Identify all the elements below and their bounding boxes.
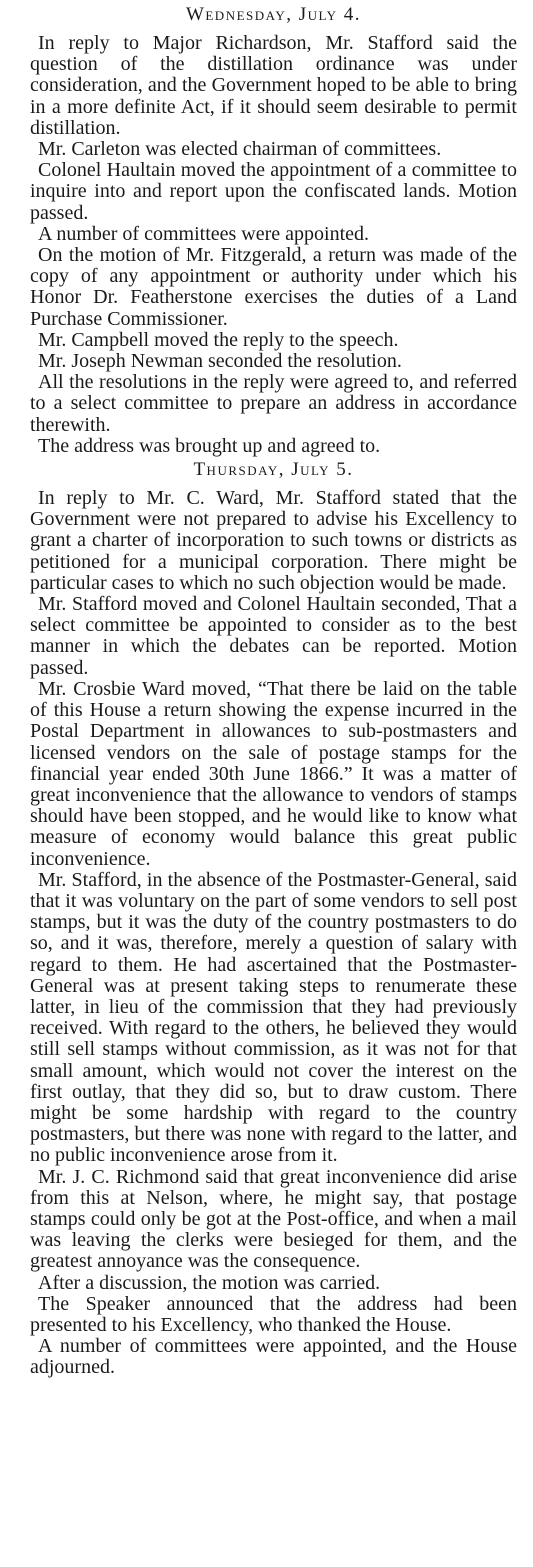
paragraph: Mr. Carleton was elected chairman of committees. (38, 138, 442, 161)
section-heading-wednesday: Wednesday, July 4. (185, 4, 362, 25)
paragraph: Mr. Crosbie Ward moved, “That there be laid on the table of this House a return showing the expense incurred in the Postal Department in allowances to sub-postmasters and licensed vendors on the sale of postage stamps for the financial year ended 30th June 1866.” It was a matter of great inconvenience that the allowance to vendors of stamps should have been stopped, and he would like to know what measure of economy would balance this great public inconvenience. (30, 677, 517, 870)
paragraph: Mr. Stafford moved and Colonel Haultain seconded, That a select committee be appointed to consider as to the best manner in which the debates can be reported. Motion passed. (30, 593, 517, 679)
paragraph: Mr. J. C. Richmond said that great inconvenience did arise from this at Nelson, where, he might say, that postage stamps could only be got at the Post-office, and when a mail was leaving the clerks were besieged for them, and the greatest annoyance was the consequence. (30, 1165, 517, 1273)
paragraph: In reply to Mr. C. Ward, Mr. Stafford stated that the Government were not prepared to advise his Excellency to grant a charter of incorporation to such towns or districts as petitioned for a municipal corporation. There might be particular cases to which no such objection would be made. (30, 487, 517, 594)
paragraph: The address was brought up and agreed to. (38, 434, 381, 457)
paragraph: All the resolutions in the reply were agreed to, and referred to a select committee to prepare an address in accordance therewith. (30, 371, 517, 436)
section-heading-thursday: Thursday, July 5. (193, 459, 354, 481)
paragraph: In reply to Major Richardson, Mr. Stafford said the question of the distillation ordinance was under consideration, and the Government hoped to be able to bring in a more definite Act, if it should seem desirable to permit distillation. (30, 32, 517, 139)
paragraph: Mr. Stafford, in the absence of the Postmaster-General, said that it was voluntary on the part of some vendors to sell post stamps, but it was the duty of the country postmasters to do so, and it was, therefore, merely a question of salary with regard to them. He had ascertained that the Postmaster-General was at present taking steps to renumerate these latter, in lieu of the commission that they had previously received. With regard to the others, he believed they would still sell stamps without commission, as it was not for that small amount, which would not cover the interest on the first outlay, that they did so, but to draw custom. There might be some hardship with regard to the country postmasters, but there was none with regard to the latter, and no public inconvenience arose from it. (30, 868, 517, 1167)
paragraph: Colonel Haultain moved the appointment of a committee to inquire into and report upon the confiscated lands. Motion passed. (30, 159, 517, 224)
paragraph: Mr. Joseph Newman seconded the resolution. (38, 350, 402, 373)
paragraph: After a discussion, the motion was carried. (38, 1271, 381, 1294)
paragraph: A number of committees were appointed. (38, 222, 370, 245)
paragraph: A number of committees were appointed, and the House adjourned. (30, 1335, 517, 1379)
paragraph: The Speaker announced that the address had been presented to his Excellency, who thanked the House. (30, 1292, 517, 1336)
paragraph: On the motion of Mr. Fitzgerald, a return was made of the copy of any appointment or authority under which his Honor Dr. Featherstone exercises the duties of a Land Purchase Commissioner. (30, 244, 517, 330)
paragraph: Mr. Campbell moved the reply to the speech. (38, 328, 399, 351)
